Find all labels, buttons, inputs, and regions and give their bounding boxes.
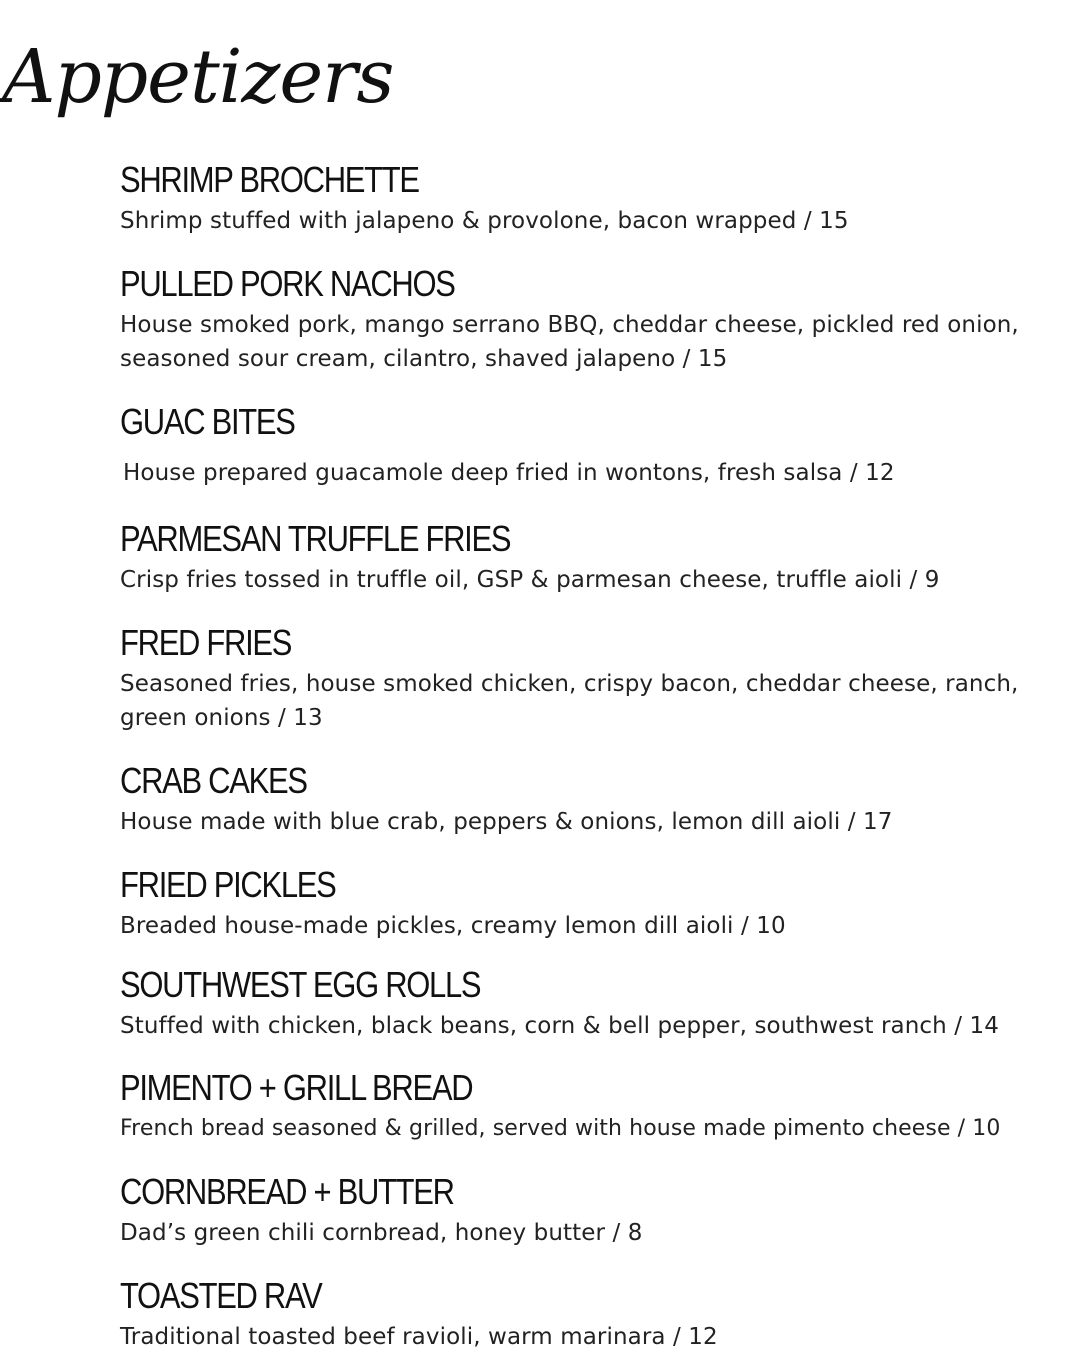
menu-item-name: FRIED PICKLES: [120, 864, 336, 905]
menu-item-name: PIMENTO + GRILL BREAD: [120, 1067, 473, 1108]
menu-item-description: Stuffed with chicken, black beans, corn & bell pepper, southwest ranch / 14: [120, 1013, 999, 1039]
menu-item-shrimp-brochette: [120, 160, 1060, 238]
menu-item-name: SHRIMP BROCHETTE: [120, 159, 419, 200]
menu-item-southwest-egg-rolls: [120, 965, 1060, 1043]
menu-item-crab-cakes: [120, 761, 1060, 839]
menu-item-fried-pickles: [120, 865, 1060, 943]
menu-item-cornbread-butter: [120, 1172, 1060, 1250]
menu-item-description: Crisp fries tossed in truffle oil, GSP & parmesan cheese, truffle aioli / 9: [120, 567, 940, 593]
menu-item-toasted-rav: [120, 1276, 1060, 1354]
menu-item-name: FRED FRIES: [120, 622, 292, 663]
menu-item-description: Breaded house-made pickles, creamy lemon dill aioli / 10: [120, 913, 786, 939]
menu-item-name: PULLED PORK NACHOS: [120, 263, 455, 304]
menu-item-description: Seasoned fries, house smoked chicken, crispy bacon, cheddar cheese, ranch, green onions / 13: [120, 671, 1019, 731]
menu-item-description: House prepared guacamole deep fried in wontons, fresh salsa / 12: [123, 460, 895, 486]
menu-item-name: SOUTHWEST EGG ROLLS: [120, 964, 481, 1005]
menu-item-description: House made with blue crab, peppers & onions, lemon dill aioli / 17: [120, 809, 893, 835]
menu-item-parmesan-truffle-fries: [120, 519, 1060, 597]
menu-item-guac-bites: [120, 402, 1060, 490]
menu-item-name: GUAC BITES: [120, 401, 295, 442]
menu-item-name: PARMESAN TRUFFLE FRIES: [120, 518, 511, 559]
menu-item-description: House smoked pork, mango serrano BBQ, cheddar cheese, pickled red onion, seasoned sour cream, cilantro, shaved jalapeno / 15: [120, 312, 1019, 372]
menu-item-description: Dad’s green chili cornbread, honey butter / 8: [120, 1220, 643, 1246]
menu-item-name: TOASTED RAV: [120, 1275, 322, 1316]
menu-item-pulled-pork-nachos: [120, 264, 1060, 376]
menu-item-name: CRAB CAKES: [120, 760, 307, 801]
menu-section-title: Appetizers: [2, 34, 394, 120]
menu-item-description: Traditional toasted beef ravioli, warm marinara / 12: [120, 1324, 718, 1350]
menu-item-description: French bread seasoned & grilled, served with house made pimento cheese / 10: [120, 1116, 1001, 1141]
menu-item-name: CORNBREAD + BUTTER: [120, 1171, 454, 1212]
menu-item-pimento-grill-bread: [120, 1068, 1060, 1146]
menu-item-fred-fries: [120, 623, 1060, 735]
menu-item-description: Shrimp stuffed with jalapeno & provolone, bacon wrapped / 15: [120, 208, 849, 234]
